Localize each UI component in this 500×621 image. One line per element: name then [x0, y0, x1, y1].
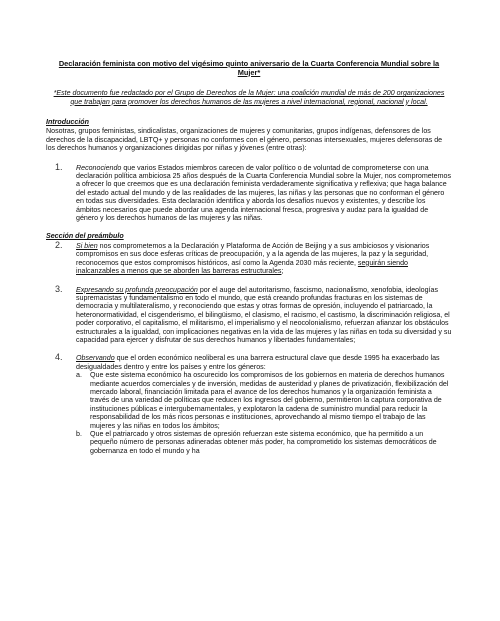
sub-text: Que este sistema económico ha oscurecido los compromisos de los gobiernos en materia de derechos humanos mediante acuerdos comerciales y de inversión, medidas de austeridad y planes de privatización, flexibilización del mercado laboral, financiación limitada para el avance de los derechos humanos y la organización feminista a través de una variedad de políticas que reducen los ingresos del gobierno, permitieron la captura corporativa de instituciones públicas e intergubernamentales, y explotaron la cadena de suministro mundial para reducir la responsabilidad de los más ricos personas e instituciones, aprovechando al mismo tiempo el trabajo de las mujeres y las niñas en todos los ámbitos;: [90, 371, 449, 430]
item-number: 3.: [55, 283, 63, 294]
footnote-note: *Este documento fue redactado por el Grupo de Derechos de la Mujer: una coalición mundial de más de 200 organizaciones que trabajan para promover los derechos humanos de las mujeres a nivel internacional, regional, nacional y local.: [53, 89, 445, 106]
sub-list: [76, 371, 452, 455]
list-item-1: [46, 161, 452, 223]
item-text-end: ;: [281, 267, 284, 276]
item-text: que varios Estados miembros carecen de valor político o de voluntad de comprometerse con una declaración política ambiciosa 25 años después de la Cuarta Conferencia Mundial sobre la Mujer, nos comprometemos a ofrecer lo que creemos que es una declaración feminista verdaderamente significativa y reflexiva; que haga balance del estado actual del mundo y de las realidades de las mujeres, las niñas y las personas que no conforman el género en todas sus diversidades. Esta declaración identifica y aborda los desafíos nuevos y existentes, y describe los ámbitos necesarios que puede abordar una agenda internacional fresca, progresiva y audaz para la igualdad de género y los derechos humanos de las mujeres y las niñas.: [76, 163, 451, 223]
item-number: 4.: [55, 352, 63, 363]
numbered-list-preamble: [46, 239, 452, 455]
item-lead: Reconociendo: [76, 163, 122, 172]
item-lead: Si bien: [76, 241, 98, 250]
item-text-underlined: seguirán siendo inalcanzables a menos que se aborden las barreras estructurales: [76, 258, 409, 276]
intro-heading: Introducción: [46, 118, 89, 126]
item-lead: Observando: [76, 354, 115, 363]
item-number: 1.: [55, 161, 63, 172]
list-item-2: [46, 239, 452, 276]
preamble-heading: Sección del preámbulo: [46, 232, 124, 241]
document-title: Declaración feminista con motivo del vigésimo quinto aniversario de la Cuarta Conferencia Mundial sobre la Mujer*: [58, 59, 440, 77]
sub-letter: b.: [76, 430, 82, 438]
list-item-3: [46, 283, 452, 345]
list-item-4: [46, 354, 452, 455]
item-lead: Expresando su profunda preocupación: [76, 285, 198, 294]
numbered-list: [46, 161, 452, 223]
sub-item-b: [76, 430, 452, 455]
item-text: que el orden económico neoliberal es una barrera estructural clave que desde 1995 ha exacerbado las desigualdades dentro y entre los países y entre los géneros:: [76, 354, 440, 371]
sub-letter: a.: [76, 371, 82, 380]
item-text: por el auge del autoritarismo, fascismo, nacionalismo, xenofobia, ideologías supremacistas y fundamentalismo en todo el mundo, que está creando profundas fracturas en los sistemas de democracia y multilateralismo, y reconociendo que estas y otras formas de opresión, incluyendo el patriarcado, la heteronormatividad, el cisgenderismo, el bilingüismo, el clasismo, el racismo, el castismo, la discriminación religiosa, el poder corporativo, el capitalismo, el militarismo, el imperialismo y el neocolonialismo, refuerzan afianzar los obstáculos estructurales a la igualdad, con implicaciones negativas en la vida de las mujeres y las niñas en toda su diversidad y su capacidad para ejercer y disfrutar de sus derechos humanos y libertades fundamentales;: [76, 285, 452, 344]
item-number: 2.: [55, 239, 63, 250]
item-text: nos comprometemos a la Declaración y Plataforma de Acción de Beijing y a sus ambiciosos y visionarios compromisos en sus doce esferas críticas de preocupación, y a la agenda de las mujeres, la paz y la seguridad, reconocemos que estos compromisos históricos, así como la Agenda 2030 más reciente,: [76, 241, 430, 267]
sub-text: Que el patriarcado y otros sistemas de opresión refuerzan este sistema económico, que ha permitido a un pequeño número de personas adineradas obtener más poder, ha comprometido los sistemas democráticos de gobernanza en todo el mundo y ha: [90, 430, 437, 455]
intro-paragraph: Nosotras, grupos feministas, sindicalistas, organizaciones de mujeres y comunitarias, grupos indígenas, defensores de los derechos de la discapacidad, LBTQ+ y personas no conformes con el género, personas intersexuales, mujeres defensoras de los derechos humanos y organizaciones dirigidas por niñas y jóvenes (entre otras):: [46, 127, 443, 153]
sub-item-a: [76, 371, 452, 430]
